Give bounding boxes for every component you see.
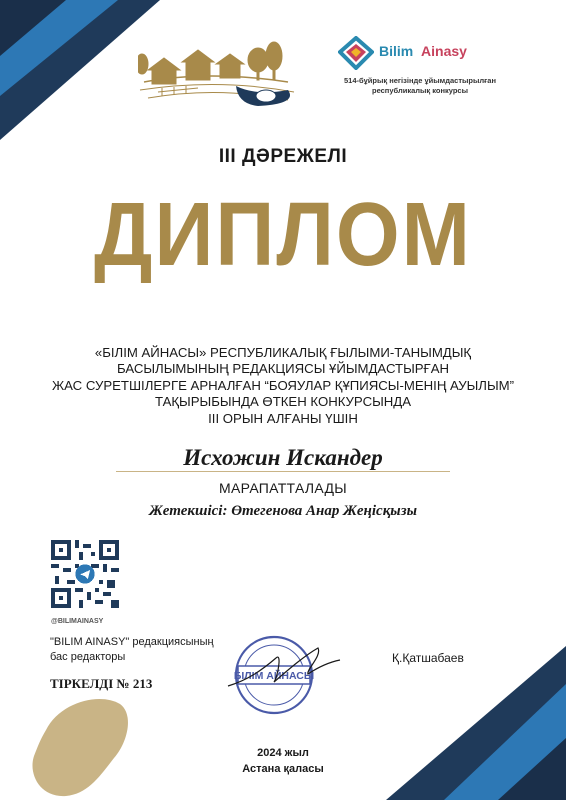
bilim-ainasy-logo-icon (338, 36, 374, 70)
corner-decoration-top-left (0, 0, 160, 140)
signer-name: Қ.Қатшабаев (392, 651, 464, 665)
registration-number: ТІРКЕЛДІ № 213 (50, 676, 153, 691)
editor-info (50, 635, 214, 665)
supervisor-name: Жетекшісі: Өтегенова Анар Жеңісқызы (149, 503, 417, 519)
city: Астана қаласы (242, 763, 324, 775)
qr-code[interactable] (51, 540, 119, 608)
description-line: III ОРЫН АЛҒАНЫ ҮШІН (208, 410, 358, 426)
recipient-name: Исхожин Искандер (183, 445, 383, 470)
award-text: МАРАПАТТАЛАДЫ (219, 480, 347, 496)
logo-name (379, 43, 467, 59)
description-line: ТАҚЫРЫБЫНДА ӨТКЕН КОНКУРСЫНДА (154, 394, 412, 410)
date-location (0, 745, 566, 777)
logo-name-part2: Ainasy (421, 43, 467, 59)
logo-name-part1: Bilim (379, 43, 414, 59)
village-illustration (138, 32, 296, 108)
degree-title: III ДƏРЕЖЕЛІ (218, 146, 348, 167)
editor-line: бас редакторы (50, 651, 126, 663)
award-description (30, 345, 536, 427)
editor-line: "BILIM AINASY" редакциясының (50, 636, 214, 648)
stamp-text: БІЛІМ АЙНАСЫ (233, 670, 315, 682)
year: 2024 жыл (257, 747, 309, 759)
diploma-title: ДИПЛОМ (94, 184, 472, 285)
qr-handle: @BILIMAINASY (51, 618, 104, 625)
logo-subtitle: 514-бұйрық негізінде ұйымдастырылған республикалық конкурсы (343, 76, 496, 95)
name-underline (116, 471, 450, 472)
description-line: БАСЫЛЫМЫНЫҢ РЕДАКЦИЯСЫ ҰЙЫМДАСТЫРҒАН (116, 361, 450, 377)
signature (218, 640, 358, 700)
description-line: ЖАС СУРЕТШІЛЕРГЕ АРНАЛҒАН “БОЯУЛАР ҚҰПИЯСЫ-МЕНІҢ АУЫЛЫМ” (51, 377, 514, 393)
description-line: «БІЛІМ АЙНАСЫ» РЕСПУБЛИКАЛЫҚ ҒЫЛЫМИ-ТАНЫМДЫҚ (94, 345, 472, 360)
